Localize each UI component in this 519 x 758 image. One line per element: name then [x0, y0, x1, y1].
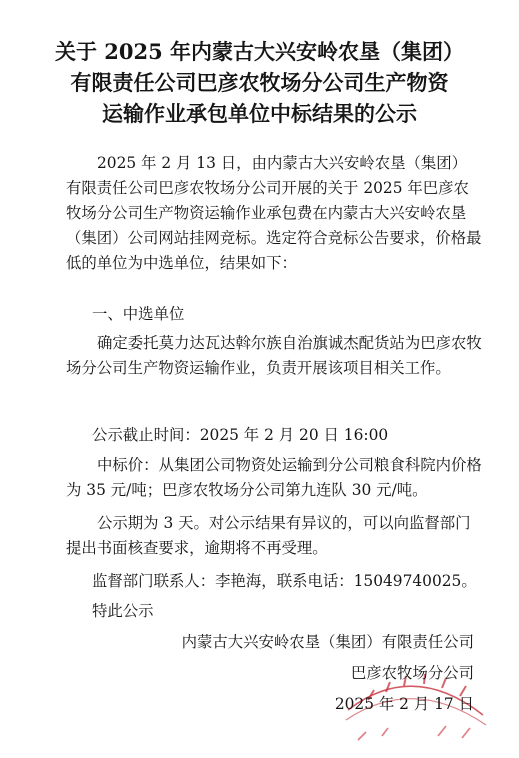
intro-paragraph — [66, 151, 482, 276]
contact-line: 监督部门联系人：李艳海，联系电话：15049740025。 — [92, 572, 477, 590]
title-line-2: 有限责任公司巴彦农牧场分公司生产物资 — [70, 70, 449, 95]
title-line-1: 关于 2025 年内蒙古大兴安岭农垦（集团） — [54, 39, 465, 64]
deadline-line: 公示截止时间：2025 年 2 月 20 日 16:00 — [92, 426, 389, 444]
period-text: 公示期为 3 天。对公示结果有异议的，可以向监督部门提出书面核查要求，逾期将不再受理。 — [66, 514, 471, 557]
intro-text: 2025 年 2 月 13 日，由内蒙古大兴安岭农垦（集团）有限责任公司巴彦农牧场分公司开展的关于 2025 年巴彦农牧场分公司生产物资运输作业承包费在内蒙古大兴安岭农垦（集团）公司网站挂网竞标。选定符合竞标公告要求，价格最低的单位为中选单位，结果如下： — [66, 154, 482, 272]
signature-org: 内蒙古大兴安岭农垦（集团）有限责任公司 — [181, 633, 474, 651]
title-line-3: 运输作业承包单位中标结果的公示 — [102, 101, 417, 126]
closing-line: 特此公示 — [92, 602, 154, 620]
winner-paragraph — [66, 331, 482, 381]
price-paragraph — [66, 453, 482, 503]
winner-text: 确定委托莫力达瓦达斡尔族自治旗诚杰配货站为巴彦农牧场分公司生产物资运输作业，负责开展该项目相关工作。 — [66, 334, 482, 377]
period-paragraph — [66, 511, 482, 561]
section-heading: 一、中选单位 — [92, 305, 185, 323]
price-text: 中标价：从集团公司物资处运输到分公司粮食科院内价格为 35 元/吨；巴彦农牧场分公司第九连队 30 元/吨。 — [66, 456, 482, 499]
signature-date: 2025 年 2 月 17 日 — [334, 695, 474, 713]
notice-title — [30, 36, 489, 129]
signature-branch: 巴彦农牧场分公司 — [350, 664, 474, 682]
